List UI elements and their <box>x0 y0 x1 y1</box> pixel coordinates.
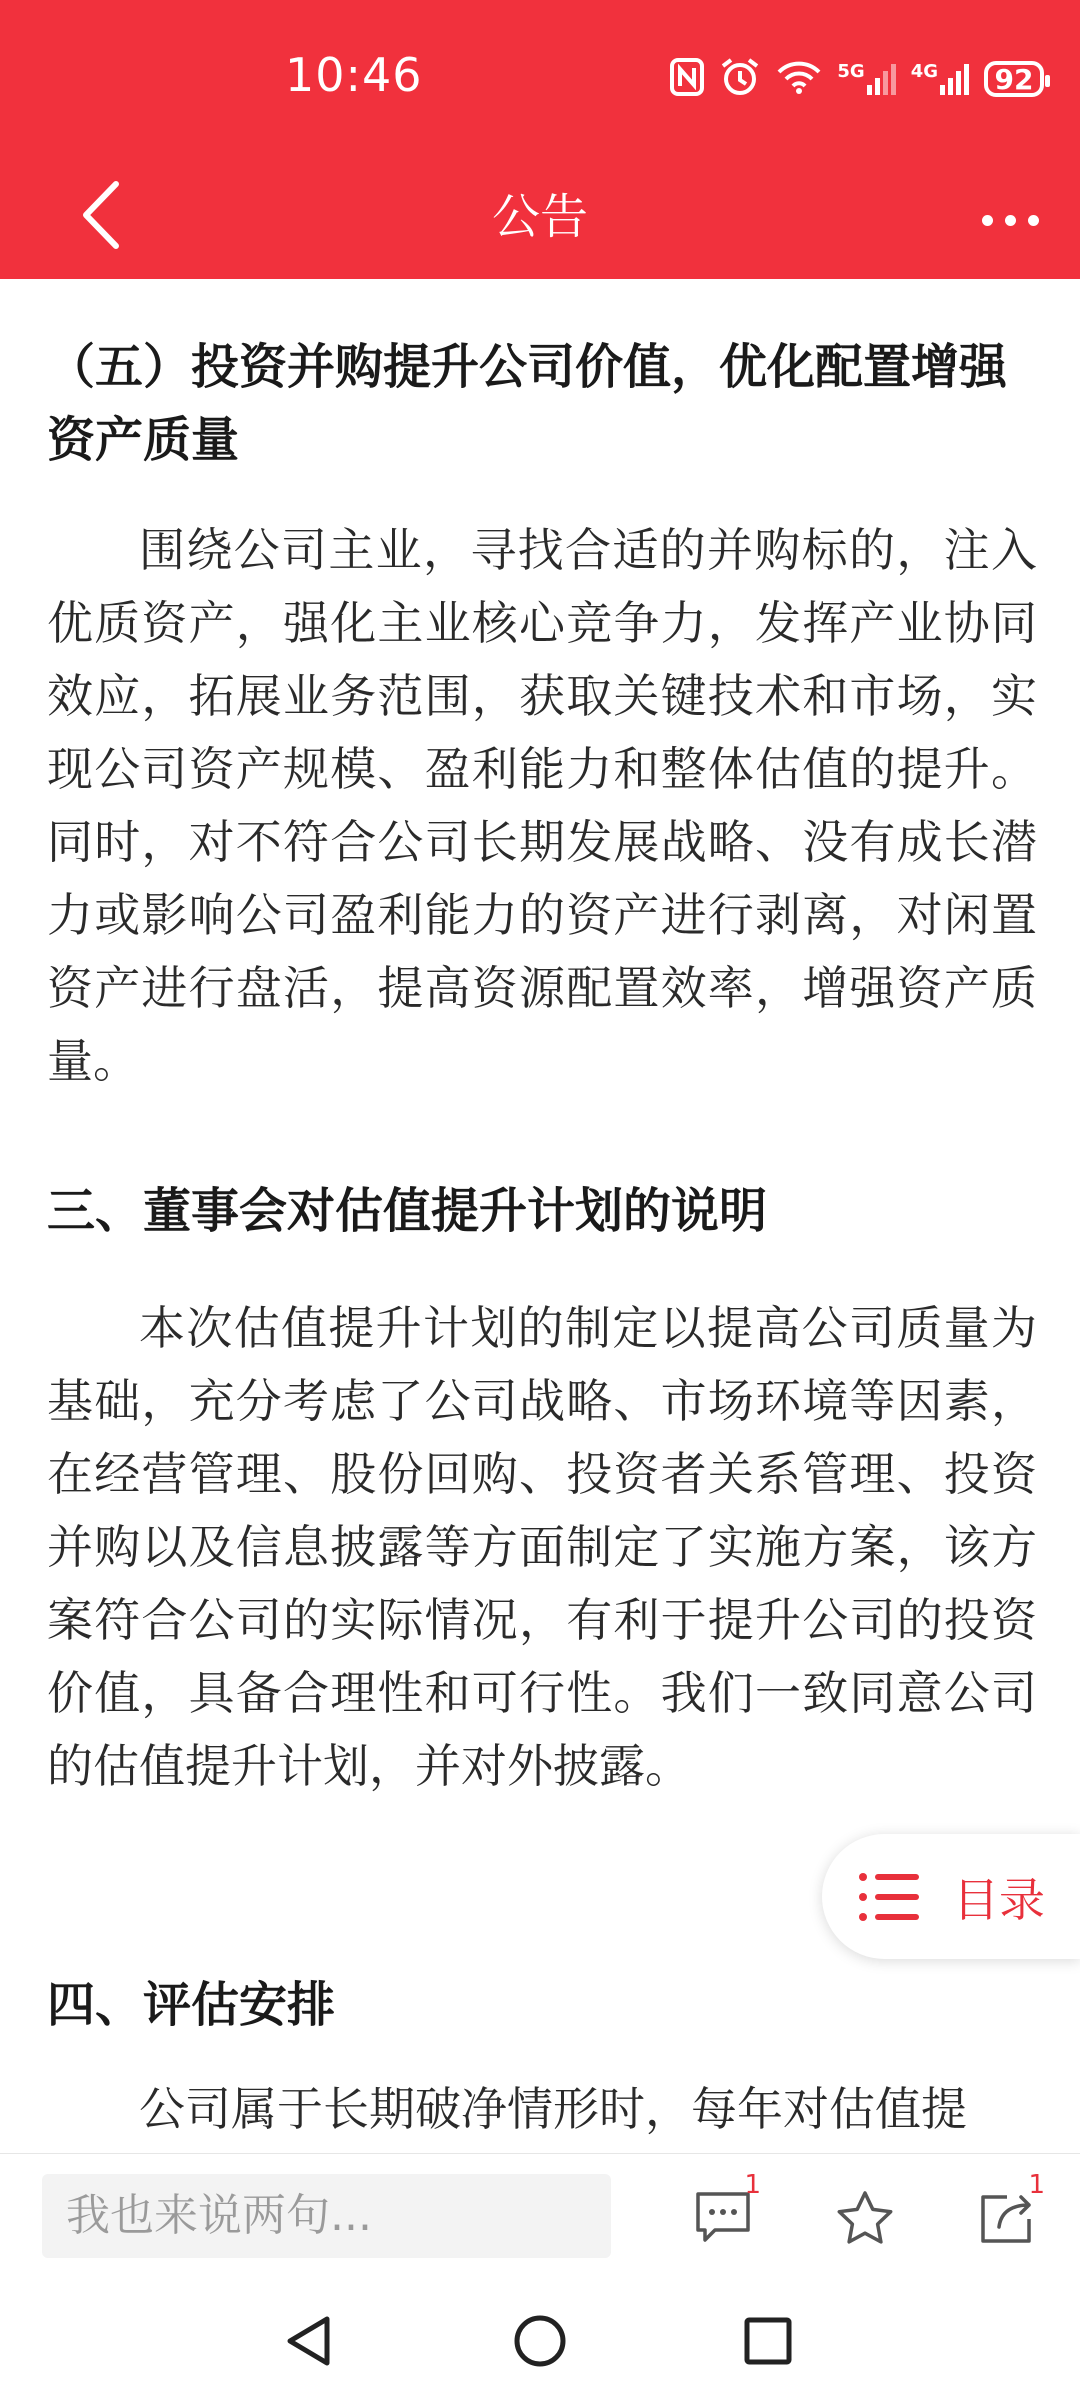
share-count-badge: 1 <box>1028 2170 1045 2200</box>
share-button[interactable] <box>967 2170 1047 2258</box>
comments-button[interactable] <box>683 2170 763 2258</box>
signal-5g-icon: 5G <box>837 61 896 97</box>
comment-count-badge: 1 <box>744 2170 761 2200</box>
favorite-button[interactable] <box>825 2178 905 2258</box>
more-dot-icon <box>1005 215 1016 226</box>
section-paragraph: 围绕公司主业，寻找合适的并购标的，注入优质资产，强化主业核心竞争力，发挥产业协同效应，拓展业务范围，获取关键技术和市场，实现公司资产规模、盈利能力和整体估值的提升。同时，对不符合公司长期发展战略、没有成长潜力或影响公司盈利能力的资产进行剥离，对闲置资产进行盘活，提高资源配置效率，增强资产质量。 <box>47 523 1037 1088</box>
alarm-icon <box>719 56 761 102</box>
system-home-button[interactable] <box>505 2306 575 2376</box>
signal-4g-icon: 4G <box>911 61 970 97</box>
status-time: 10:46 <box>285 48 423 102</box>
more-button[interactable] <box>960 180 1060 260</box>
nfc-icon <box>669 57 705 101</box>
bottom-action-bar <box>0 2153 1080 2279</box>
section-title: （五）投资并购提升公司价值，优化配置增强资产质量 <box>47 339 1008 468</box>
system-recents-button[interactable] <box>733 2306 803 2376</box>
system-navigation-bar <box>0 2278 1080 2400</box>
more-dot-icon <box>982 215 993 226</box>
square-recents-icon <box>742 2315 794 2367</box>
section-paragraph: 本次估值提升计划的制定以提高公司质量为基础，充分考虑了公司战略、市场环境等因素，在经营管理、股份回购、投资者关系管理、投资并购以及信息披露等方面制定了实施方案，该方案符合公司的实际情况，有利于提升公司的投资价值，具备合理性和可行性。我们一致同意公司的估值提升计划，并对外披露。 <box>47 1301 1037 1793</box>
circle-home-icon <box>512 2313 568 2369</box>
status-bar <box>0 0 1080 160</box>
toc-label: 目录 <box>953 1872 1045 1927</box>
triangle-back-icon <box>283 2314 333 2368</box>
header <box>0 0 1080 279</box>
comment-input[interactable]: 我也来说两句... <box>42 2174 611 2258</box>
section-title: 四、评估安排 <box>47 1977 336 2033</box>
toc-button[interactable] <box>822 1834 1080 1959</box>
battery-indicator: 92 <box>984 61 1044 97</box>
section-title: 三、董事会对估值提升计划的说明 <box>47 1183 768 1239</box>
star-icon <box>835 2189 895 2247</box>
page-title: 公告 <box>491 189 588 245</box>
system-back-button[interactable] <box>273 2306 343 2376</box>
section-paragraph: 公司属于长期破净情形时，每年对估值提 <box>139 2082 967 2136</box>
more-dot-icon <box>1028 215 1039 226</box>
wifi-icon <box>775 58 823 100</box>
status-icons <box>669 54 1044 104</box>
list-icon <box>857 1871 921 1923</box>
nav-bar <box>0 160 1080 279</box>
